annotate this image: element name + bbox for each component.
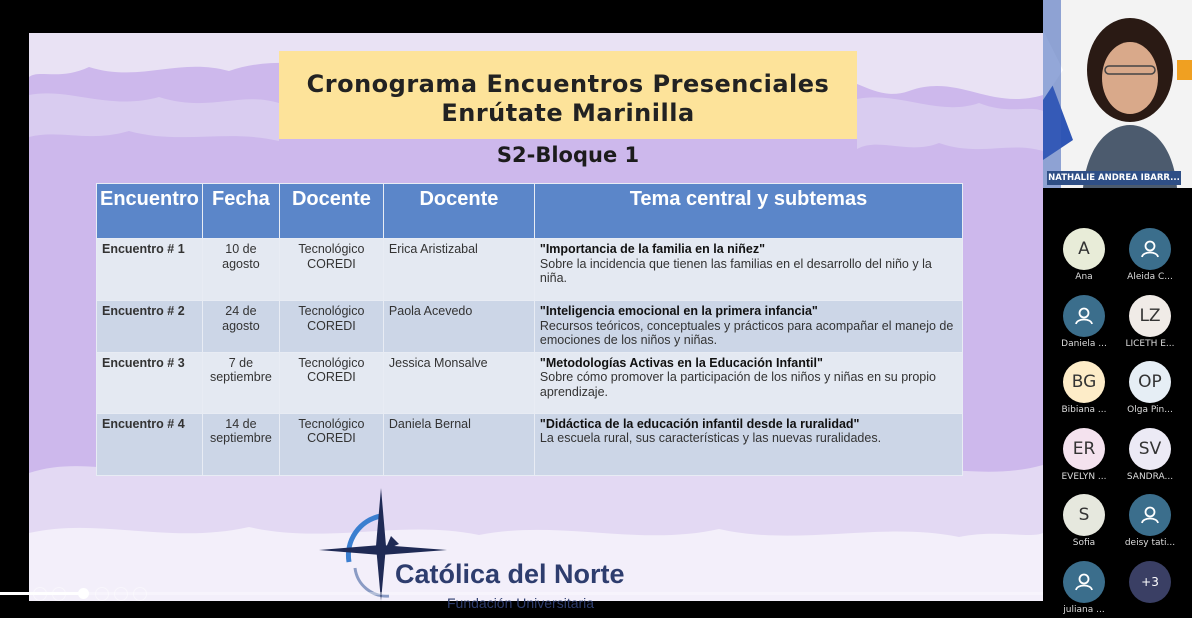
table-row [97,413,963,475]
participant-tile[interactable] [1118,228,1182,282]
table-row [97,352,963,413]
header-tema: Tema central y subtemas [534,184,962,239]
table-row [97,301,963,353]
cell-docente-2: Paola Acevedo [383,301,534,353]
cell-docente-2: Jessica Monsalve [383,352,534,413]
topic-title: "Didáctica de la educación infantil desde la ruralidad" [539,416,860,431]
logo-subtext: Fundación Universitaria [447,595,595,611]
topic-description: Sobre la incidencia que tienen las familias en el desarrollo del niño y la niña. [539,256,932,285]
participant-name: Daniela ... [1061,338,1107,349]
cell-encuentro: Encuentro # 2 [97,301,203,353]
participant-tile[interactable] [1118,428,1182,482]
participant-name: Bibiana ... [1061,405,1107,415]
cell-tema [534,239,962,301]
user-avatar-icon [1063,561,1105,603]
more-participants-badge: +3 [1129,561,1171,603]
header-docente-1: Docente [279,184,383,239]
avatar-initials: LZ [1129,295,1171,337]
slide-subtitle: S2-Bloque 1 [496,143,640,167]
cell-encuentro: Encuentro # 3 [97,352,203,413]
user-avatar-icon [1129,494,1171,536]
avatar-initials: ER [1063,428,1105,470]
participant-tile[interactable] [1118,361,1182,415]
topic-title: "Metodologías Activas en la Educación Infantil" [539,355,823,370]
participant-tile[interactable] [1118,295,1182,349]
header-docente-2: Docente [383,184,534,239]
topic-title: "Importancia de la familia en la niñez" [539,242,766,256]
cell-fecha: 7 de septiembre [202,352,279,413]
participant-tile[interactable] [1118,561,1182,603]
control-circle-icon[interactable] [133,587,147,601]
header-fecha: Fecha [202,184,279,239]
topic-description: La escuela rural, sus características y las nuevas ruralidades. [539,431,882,445]
speaker-name-label: NATHALIE ANDREA IBARR... [1048,173,1180,183]
cell-tema [534,413,962,475]
table-row [97,239,963,301]
topic-description: Recursos teóricos, conceptuales y prácticos para acompañar el manejo de emociones de los niños y niñas. [539,318,954,347]
speaker-portrait-icon [1043,0,1192,188]
participant-tile[interactable] [1052,428,1116,482]
playback-progress-bar[interactable] [0,592,1192,595]
avatar-initials: S [1063,494,1105,536]
avatar-initials: BG [1063,361,1105,403]
participant-tile[interactable] [1052,228,1116,282]
schedule-table [96,183,963,476]
cell-fecha: 10 de agosto [202,239,279,301]
cell-docente-2: Daniela Bernal [383,413,534,475]
participant-name: Sofia [1072,538,1096,548]
speaker-video[interactable] [1043,0,1192,188]
cell-docente-1: Tecnológico COREDI [279,352,383,413]
cell-encuentro: Encuentro # 1 [97,239,203,301]
header-encuentro: Encuentro [97,184,203,239]
cell-docente-1: Tecnológico COREDI [279,301,383,353]
cell-docente-2: Erica Aristizabal [383,239,534,301]
cell-docente-1: Tecnológico COREDI [279,413,383,475]
logo-text: Católica del Norte [395,559,625,589]
presentation-slide [29,33,1043,611]
avatar-initials: A [1063,228,1105,270]
cell-fecha: 14 de septiembre [202,413,279,475]
participant-name: deisy tati... [1124,538,1176,548]
user-avatar-icon [1063,295,1105,337]
control-circle-icon[interactable] [95,587,109,601]
participant-tile[interactable] [1052,561,1116,615]
participant-name: EVELYN ... [1061,471,1107,482]
control-circle-icon[interactable] [52,587,66,601]
participant-name: Olga Pin... [1127,405,1173,415]
participant-name: Aleida C... [1127,272,1173,282]
slide-title-line-2: Enrútate Marinilla [441,99,695,127]
participant-name: Ana [1075,272,1093,282]
control-circle-icon[interactable] [33,587,47,601]
control-circle-icon[interactable] [114,587,128,601]
participant-tile[interactable] [1052,494,1116,548]
participant-tile[interactable] [1052,295,1116,349]
cell-tema [534,301,962,353]
table-header-row [97,184,963,239]
topic-description: Sobre cómo promover la participación de los niños y niñas en su propio aprendizaje. [539,370,936,399]
cell-docente-1: Tecnológico COREDI [279,239,383,301]
avatar-initials: SV [1129,428,1171,470]
slide-title-line-1: Cronograma Encuentros Presenciales [306,70,830,98]
participant-name: juliana ... [1063,604,1105,615]
user-avatar-icon [1129,228,1171,270]
participant-name: LICETH E... [1125,338,1175,349]
participant-name: SANDRA... [1126,471,1174,482]
topic-title: "Inteligencia emocional en la primera infancia" [539,304,818,318]
cell-encuentro: Encuentro # 4 [97,413,203,475]
participant-tile[interactable] [1052,361,1116,415]
cell-tema [534,352,962,413]
participant-tile[interactable] [1118,494,1182,548]
cell-fecha: 24 de agosto [202,301,279,353]
avatar-initials: OP [1129,361,1171,403]
